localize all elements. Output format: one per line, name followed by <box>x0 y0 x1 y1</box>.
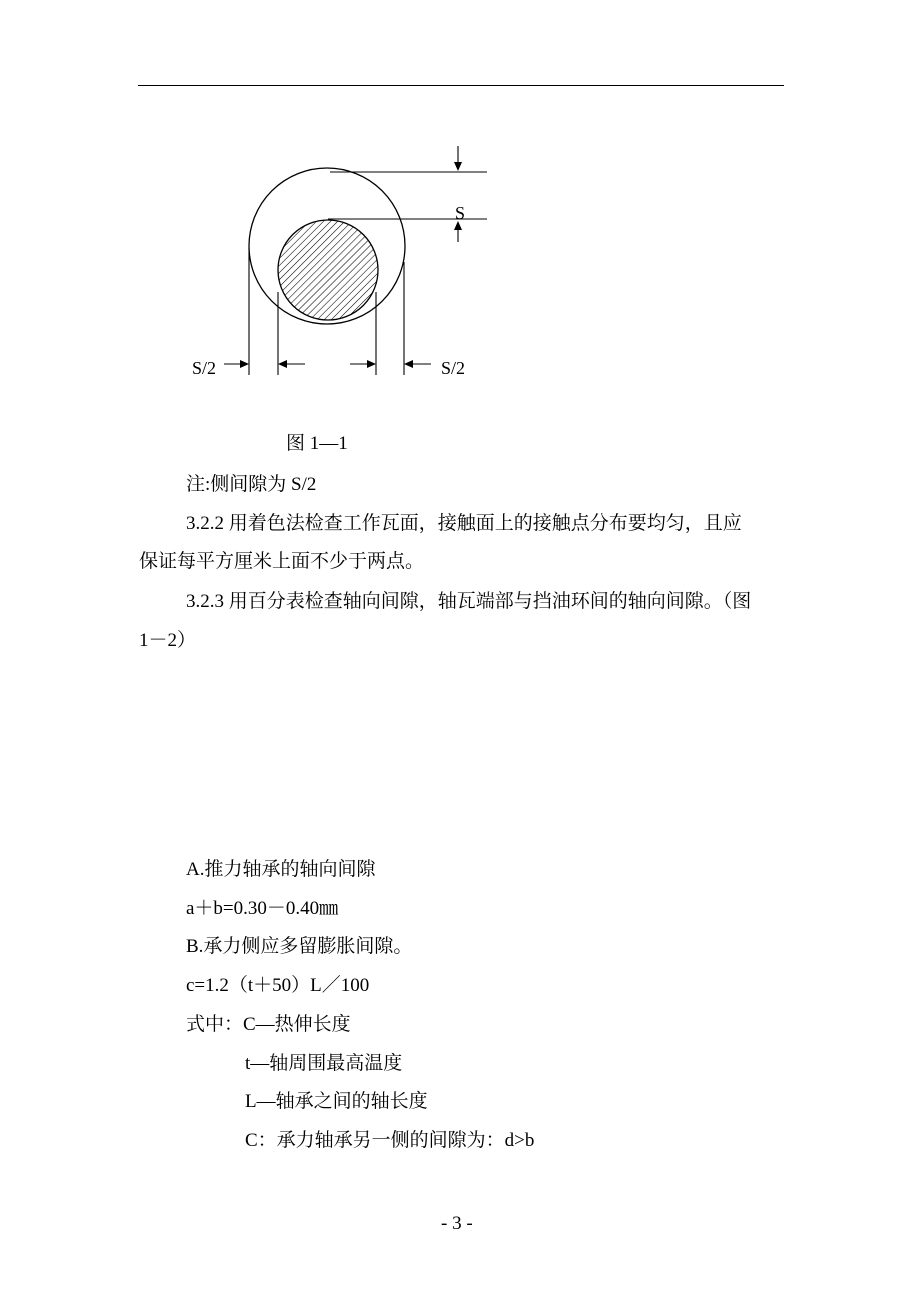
left-gap-arrow-icon <box>240 360 249 368</box>
top-arrow-icon <box>454 162 462 171</box>
shaft-right-arrow-icon <box>367 360 376 368</box>
where-l: L—轴承之间的轴长度 <box>245 1091 428 1112</box>
label-left-half-gap: S/2 <box>192 358 217 378</box>
item-c: C：承力轴承另一侧的间隙为：d>b <box>245 1130 535 1151</box>
paragraph-3-2-2-line2: 保证每平方厘米上面不少于两点。 <box>139 551 425 572</box>
note: 注:侧间隙为 S/2 <box>186 474 317 495</box>
label-s: S <box>455 203 466 223</box>
paragraph-3-2-3-line1: 3.2.3 用百分表检查轴向间隙，轴瓦端部与挡油环间的轴向间隙。（图 <box>186 591 752 612</box>
where-label: 式中：C—热伸长度 <box>186 1014 351 1035</box>
label-right-half-gap: S/2 <box>441 358 466 378</box>
where-t: t—轴周围最高温度 <box>245 1053 403 1074</box>
paragraph-3-2-2-line1: 3.2.2 用着色法检查工作瓦面，接触面上的接触点分布要均匀，且应 <box>186 513 742 534</box>
item-b: B.承力侧应多留膨胀间隙。 <box>186 936 413 957</box>
formula-a: a＋b=0.30－0.40㎜ <box>186 898 339 919</box>
shaft-circle <box>278 220 378 320</box>
page-number: - 3 - <box>441 1213 473 1234</box>
right-gap-arrow-icon <box>404 360 413 368</box>
bearing-clearance-figure <box>0 0 920 420</box>
figure-caption: 图 1—1 <box>286 433 348 454</box>
item-a: A.推力轴承的轴向间隙 <box>186 859 376 880</box>
formula-c: c=1.2（t＋50）L／100 <box>186 975 370 996</box>
shaft-left-arrow-icon <box>278 360 287 368</box>
paragraph-3-2-3-line2: 1－2） <box>139 630 197 651</box>
